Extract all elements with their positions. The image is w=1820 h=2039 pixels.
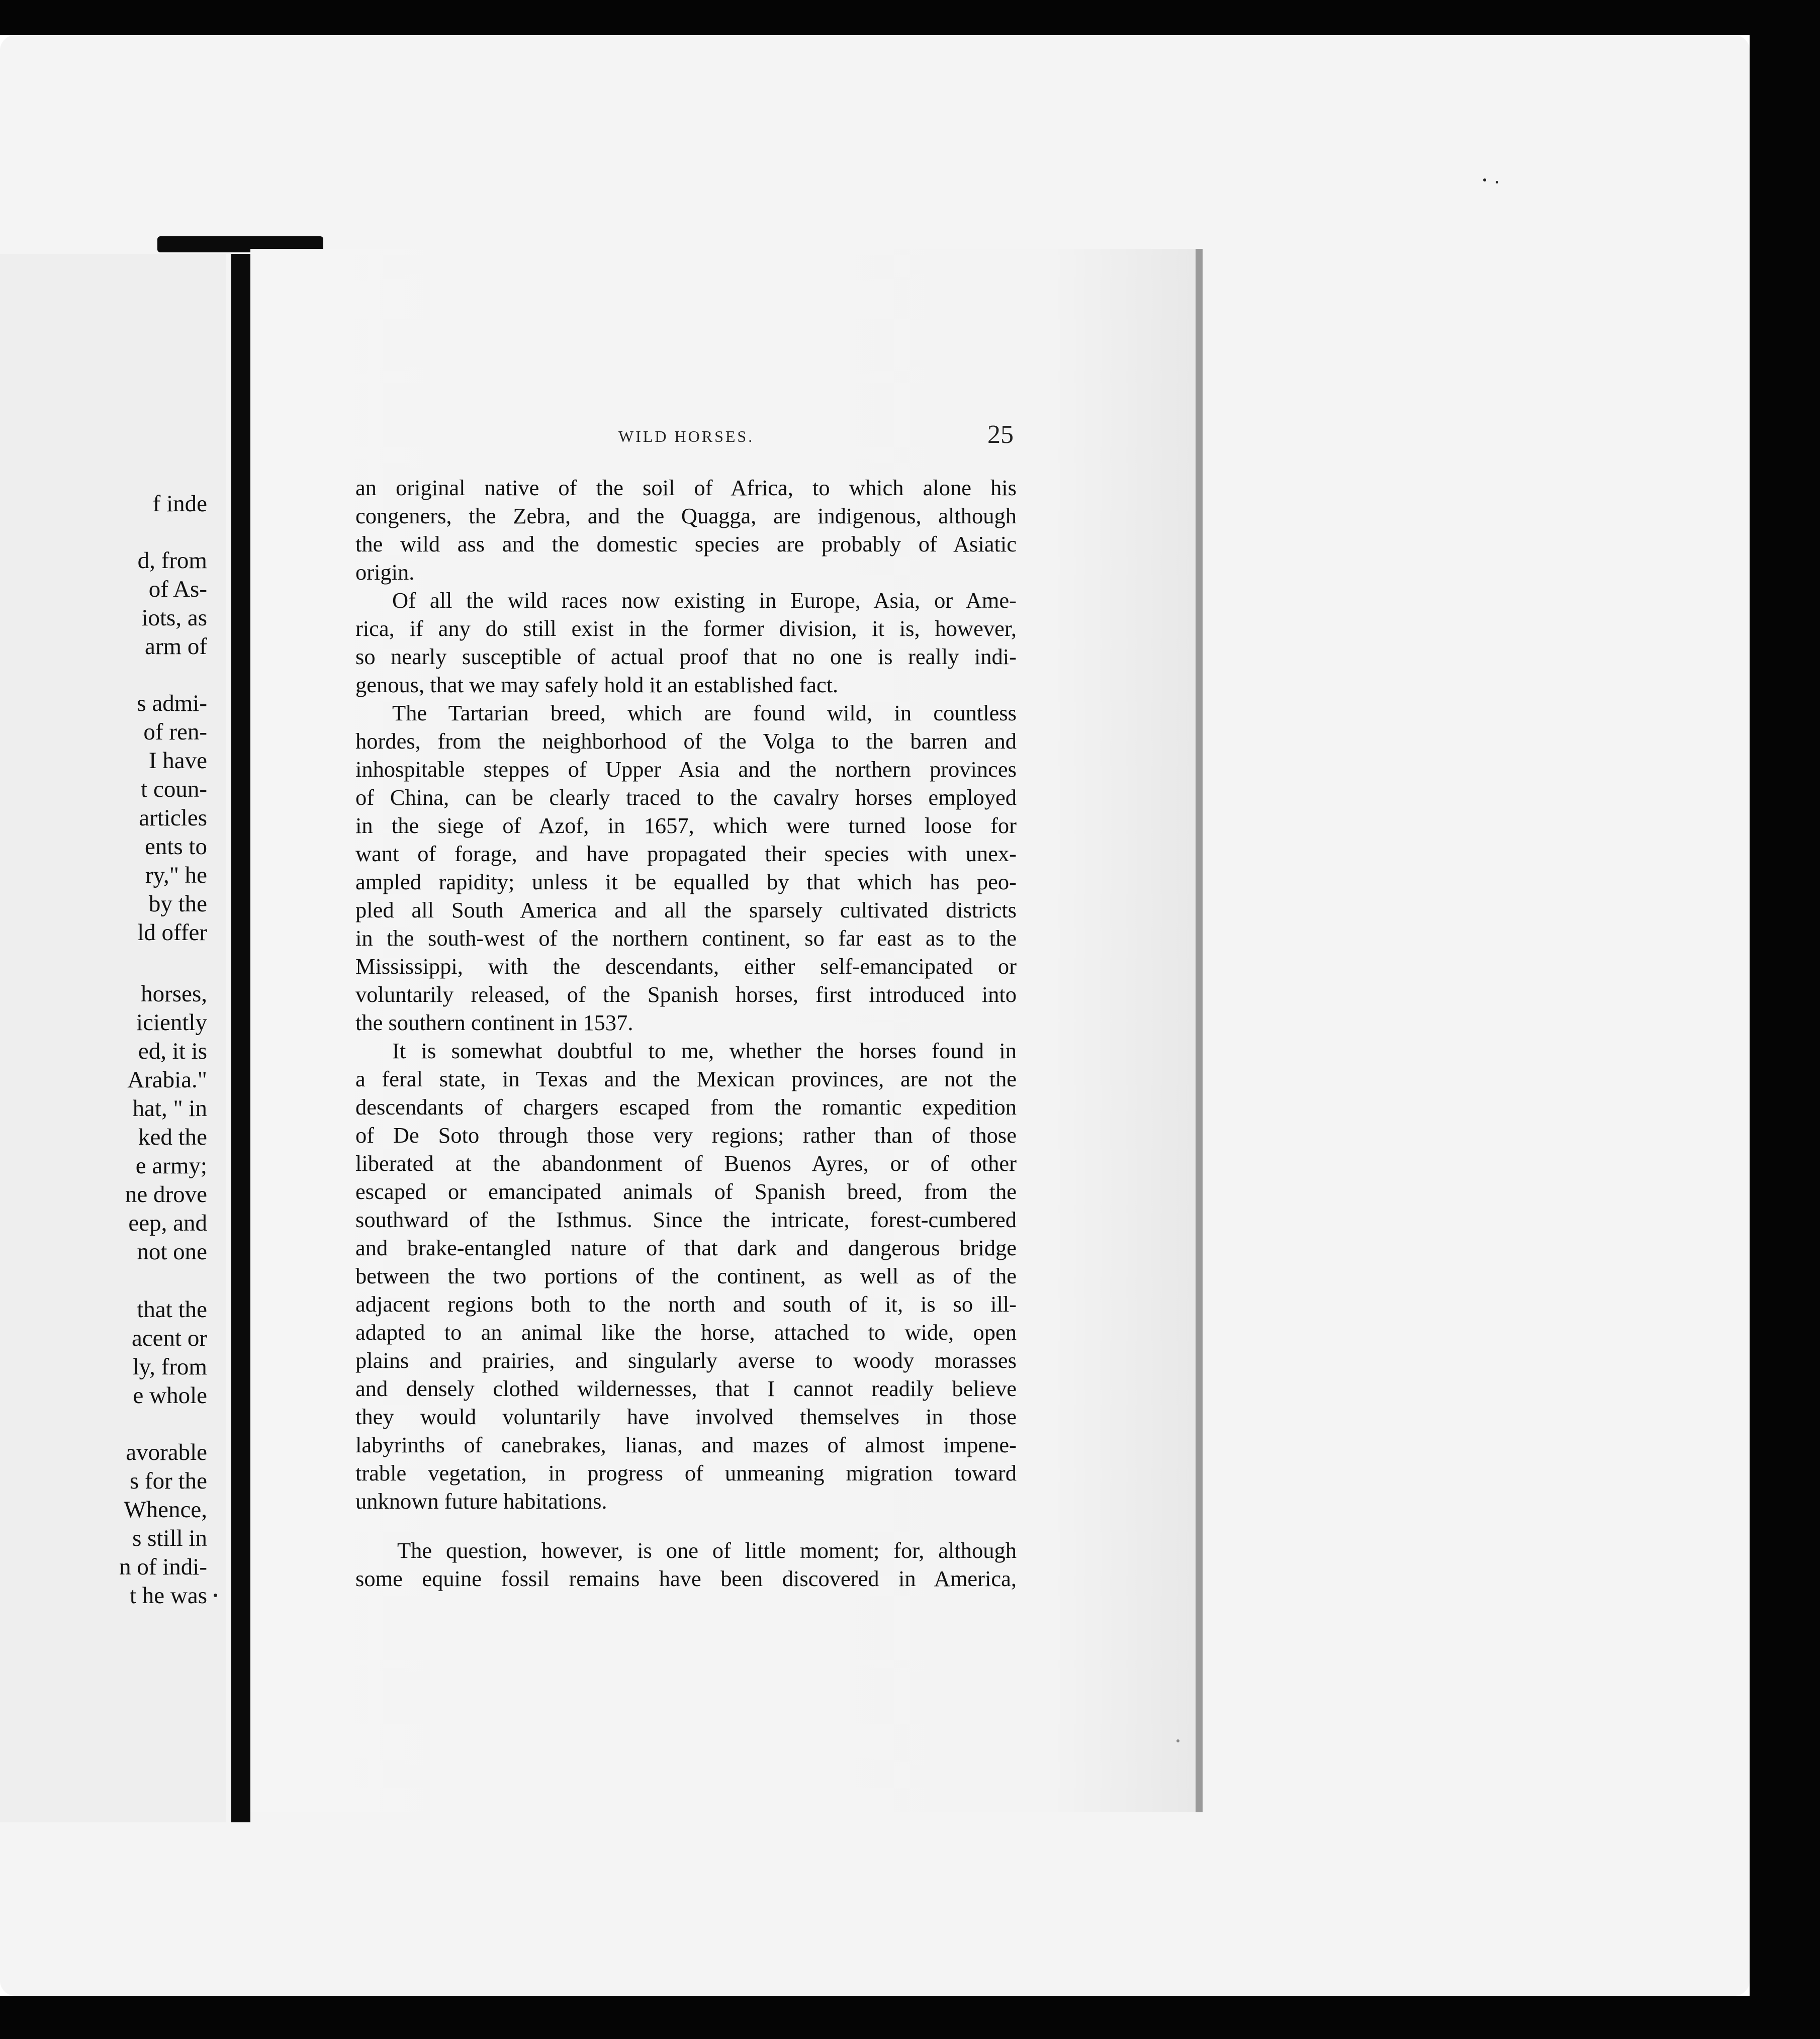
- text-line: a feral state, in Texas and the Mexican provinces, are not the: [355, 1066, 1017, 1091]
- scan-border-right: [1750, 0, 1820, 2039]
- text-line: adjacent regions both to the north and south of it, is so ill-: [355, 1291, 1017, 1317]
- text-line: trable vegetation, in progress of unmeaning migration toward: [355, 1460, 1017, 1486]
- left-page-line: ly, from: [132, 1354, 207, 1380]
- left-page-line: ld offer: [137, 919, 207, 946]
- text-line: want of forage, and have propagated their species with unex-: [355, 841, 1017, 866]
- left-page-line: of ren-: [143, 719, 207, 745]
- left-page-line: s still in: [132, 1525, 207, 1551]
- left-page-line: of As-: [148, 576, 207, 602]
- left-page-line: ne drove: [125, 1181, 207, 1208]
- left-page-line: avorable: [126, 1439, 207, 1465]
- text-line: inhospitable steppes of Upper Asia and the northern provinces: [355, 757, 1017, 782]
- text-line: voluntarily released, of the Spanish horses, first introduced into: [355, 982, 1017, 1007]
- left-page-line: s for the: [129, 1468, 207, 1494]
- text-line: Of all the wild races now existing in Europe, Asia, or Ame-: [392, 588, 1017, 613]
- text-line: in the siege of Azof, in 1657, which were turned loose for: [355, 813, 1017, 838]
- left-page-line: I have: [148, 748, 207, 774]
- text-line: pled all South America and all the sparsely cultivated districts: [355, 897, 1017, 922]
- running-header: WILD HORSES.: [618, 427, 755, 445]
- scan-border-top: [0, 0, 1820, 35]
- text-line: Mississippi, with the descendants, either self-emancipated or: [355, 954, 1017, 979]
- left-page-line: by the: [148, 891, 207, 917]
- text-line: plains and prairies, and singularly averse to woody morasses: [355, 1348, 1017, 1373]
- left-page-line: not one: [137, 1239, 207, 1265]
- left-page-line: ents to: [144, 833, 207, 860]
- text-line: The question, however, is one of little moment; for, although: [397, 1538, 1017, 1563]
- text-line: of De Soto through those very regions; rather than of those: [355, 1123, 1017, 1148]
- left-page-line: s admi-: [137, 690, 207, 716]
- scan-speck: [1483, 178, 1486, 181]
- text-line: genous, that we may safely hold it an established fact.: [355, 672, 839, 697]
- page-number: 25: [987, 420, 1014, 449]
- text-line: adapted to an animal like the horse, attached to wide, open: [355, 1320, 1017, 1345]
- text-line: southward of the Isthmus. Since the intricate, forest-cumbered: [355, 1207, 1017, 1232]
- scan-speck: [1176, 1739, 1179, 1742]
- text-line: some equine fossil remains have been discovered in America,: [355, 1566, 1017, 1591]
- text-line: in the south-west of the northern continent, so far east as to the: [355, 925, 1017, 951]
- text-line: escaped or emancipated animals of Spanish breed, from the: [355, 1179, 1017, 1204]
- left-page-line: ked the: [138, 1124, 207, 1150]
- text-line: liberated at the abandonment of Buenos Ayres, or of other: [355, 1151, 1017, 1176]
- left-page-line: ed, it is: [138, 1038, 207, 1064]
- text-line: between the two portions of the continent, as well as of the: [355, 1263, 1017, 1288]
- left-page-line: iciently: [136, 1009, 207, 1036]
- text-line: of China, can be clearly traced to the cavalry horses employed: [355, 785, 1017, 810]
- text-line: hordes, from the neighborhood of the Volga to the barren and: [355, 728, 1017, 754]
- text-line: rica, if any do still exist in the former division, it is, however,: [355, 616, 1017, 641]
- left-page-line: n of indi-: [119, 1554, 207, 1580]
- text-line: descendants of chargers escaped from the romantic expedition: [355, 1094, 1017, 1120]
- text-line: labyrinths of canebrakes, lianas, and mazes of almost impene-: [355, 1432, 1017, 1457]
- left-page-line: d, from: [137, 547, 207, 574]
- left-page-line: f inde: [152, 491, 207, 517]
- text-line: ampled rapidity; unless it be equalled by that which has peo-: [355, 869, 1017, 894]
- scan-speck: [214, 1594, 217, 1597]
- text-line: so nearly susceptible of actual proof that no one is really indi-: [355, 644, 1017, 669]
- text-line: The Tartarian breed, which are found wild, in countless: [392, 700, 1017, 725]
- left-page-line: iots, as: [141, 605, 207, 631]
- text-line: It is somewhat doubtful to me, whether the horses found in: [392, 1038, 1017, 1063]
- text-line: the wild ass and the domestic species are probably of Asiatic: [355, 531, 1017, 557]
- left-page-line: t he was: [129, 1583, 207, 1609]
- left-page-line: horses,: [141, 981, 207, 1007]
- left-page-line: hat, " in: [132, 1095, 207, 1122]
- left-page-line: that the: [137, 1296, 207, 1323]
- left-page-line: t coun-: [141, 776, 207, 802]
- left-page-line: Whence,: [124, 1497, 207, 1523]
- left-page: [0, 254, 226, 1822]
- scan-border-bottom: [0, 1996, 1820, 2039]
- text-line: unknown future habitations.: [355, 1489, 607, 1514]
- book-spine: [231, 254, 250, 1822]
- text-line: an original native of the soil of Africa, to which alone his: [355, 475, 1017, 500]
- text-line: congeners, the Zebra, and the Quagga, are indigenous, although: [355, 503, 1017, 528]
- left-page-line: articles: [139, 805, 207, 831]
- left-page-line: arm of: [145, 633, 207, 660]
- left-page-line: e whole: [133, 1382, 207, 1409]
- left-page-line: Arabia.": [127, 1067, 207, 1093]
- text-line: they would voluntarily have involved themselves in those: [355, 1404, 1017, 1429]
- left-page-line: e army;: [135, 1153, 207, 1179]
- left-page-line: acent or: [131, 1325, 207, 1351]
- text-line: and densely clothed wildernesses, that I cannot readily believe: [355, 1376, 1017, 1401]
- text-line: origin.: [355, 560, 415, 585]
- scan-speck: [1496, 181, 1498, 183]
- left-page-line: eep, and: [128, 1210, 207, 1236]
- text-line: and brake-entangled nature of that dark and dangerous bridge: [355, 1235, 1017, 1260]
- left-page-line: ry," he: [145, 862, 207, 888]
- text-line: the southern continent in 1537.: [355, 1010, 633, 1035]
